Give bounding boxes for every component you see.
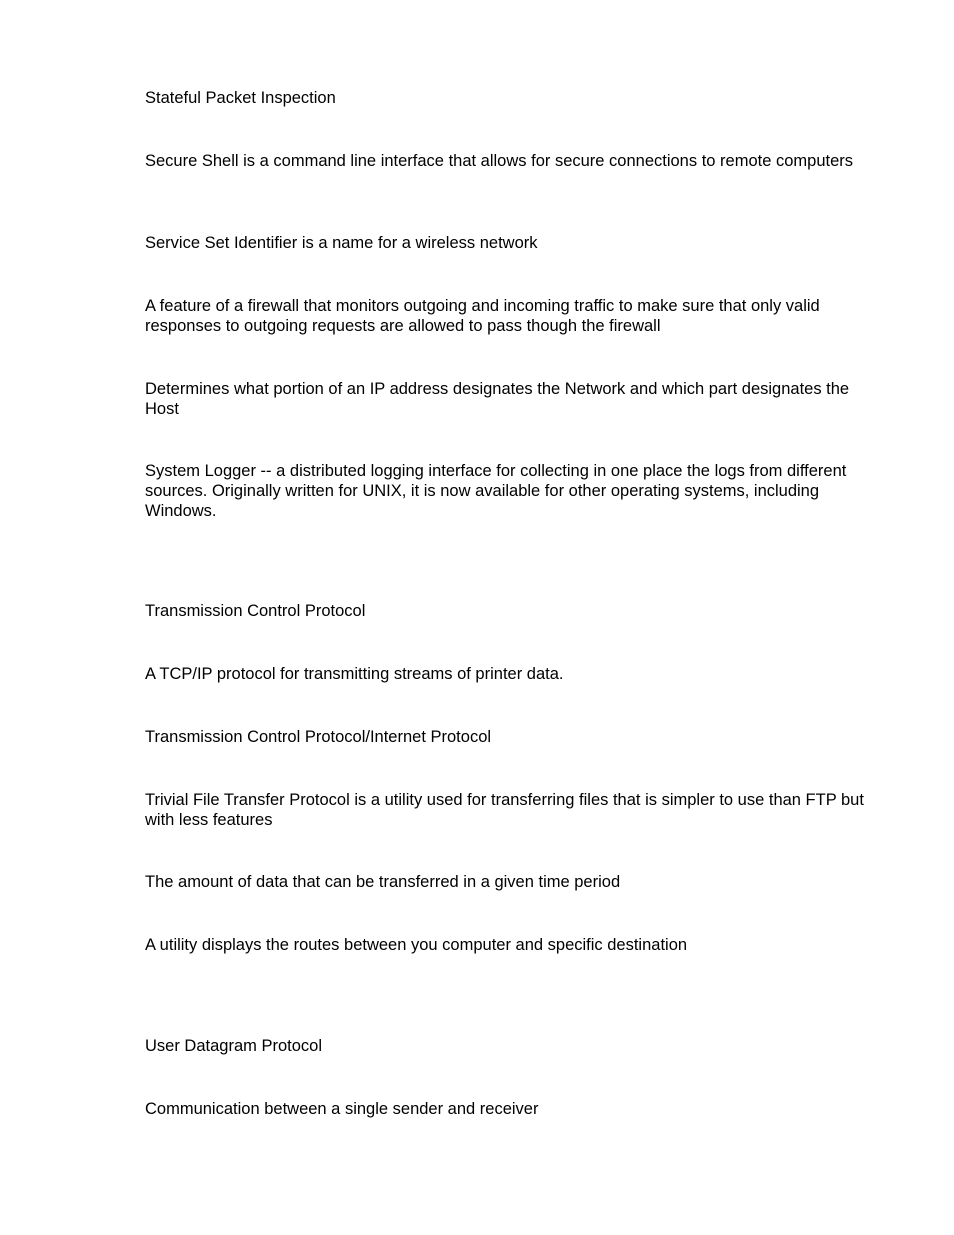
entry-text: Stateful Packet Inspection [145, 89, 336, 107]
entry-text: Determines what portion of an IP address designates the Network and which part designates the Host [145, 380, 850, 418]
entry-text: The amount of data that can be transferred in a given time period [145, 873, 621, 891]
entry-text: A utility displays the routes between you computer and specific destination [145, 936, 688, 954]
entry-text: User Datagram Protocol [145, 1037, 322, 1055]
entry-text: Transmission Control Protocol/Internet Protocol [145, 728, 492, 746]
entry-text: System Logger -- a distributed logging interface for collecting in one place the logs from different sources. Originally written for UNIX, it is now available for other operating systems, including Windows. [145, 462, 847, 520]
entry-text: Trivial File Transfer Protocol is a utility used for transferring files that is simpler to use than FTP but with less features [145, 791, 864, 829]
entry-text: A TCP/IP protocol for transmitting streams of printer data. [145, 665, 564, 683]
entry-text: Secure Shell is a command line interface that allows for secure connections to remote computers [145, 152, 854, 170]
entry-text: A feature of a firewall that monitors outgoing and incoming traffic to make sure that only valid responses to outgoing requests are allowed to pass though the firewall [145, 297, 820, 335]
entry-text: Communication between a single sender and receiver [145, 1100, 539, 1118]
entry-text: Service Set Identifier is a name for a wireless network [145, 234, 538, 252]
entry-text: Transmission Control Protocol [145, 602, 366, 620]
